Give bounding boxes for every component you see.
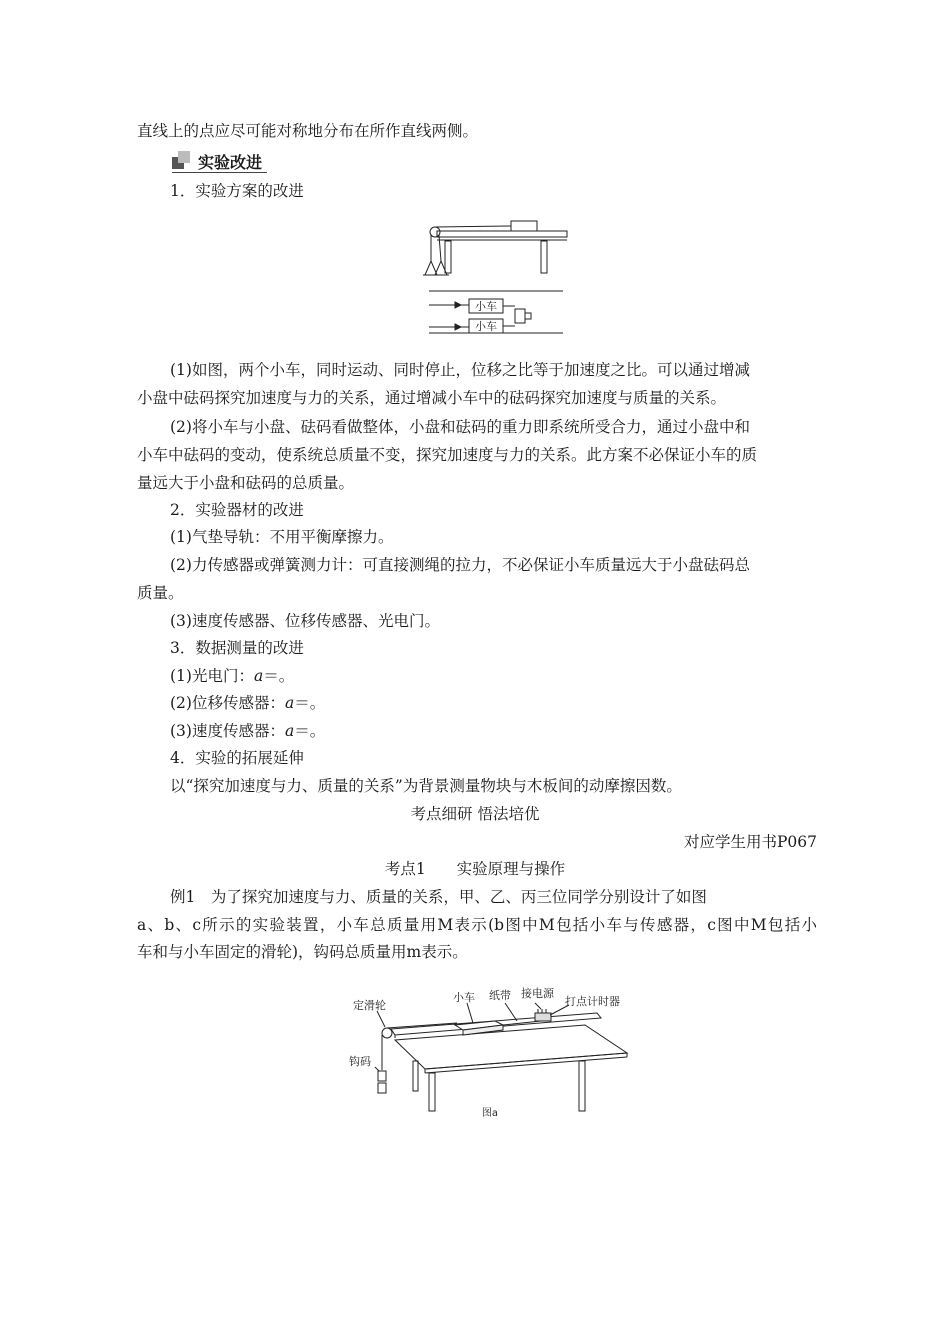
formula-line [170, 666, 850, 686]
section-underline [172, 172, 267, 173]
formula-line [170, 721, 850, 741]
formula-label: (2)位移传感器： [170, 694, 285, 712]
text-line: 2．实验器材的改进 [170, 501, 304, 519]
formula-line [170, 693, 850, 713]
text-line: 以“探究加速度与力、质量的关系”为背景测量物块与木板间的动摩擦因数。 [170, 777, 682, 795]
variable-a: a [284, 694, 295, 712]
section-banner: 考点细研 悟法培优 [410, 805, 540, 823]
label-power: 接电源 [521, 987, 554, 1000]
text-line: 4．实验的拓展延伸 [170, 749, 304, 767]
text-line: (1)气垫导轨：不用平衡摩擦力。 [170, 528, 394, 546]
section-square-icon [172, 151, 192, 171]
topic-heading: 考点1 实验原理与操作 [384, 860, 566, 878]
text-line: (2)将小车与小盘、砝码看做整体，小盘和砝码的重力即系统所受合力，通过小盘中和 [170, 418, 750, 436]
book-reference: 对应学生用书P067 [683, 833, 817, 851]
car-label-bottom: 小车 [475, 320, 497, 333]
text-line: 质量。 [137, 584, 184, 602]
text-line: 小盘中砝码探究加速度与力的关系，通过增减小车中的砝码探究加速度与质量的关系。 [137, 389, 727, 407]
text-line: 车和与小车固定的滑轮)，钩码总质量用m表示。 [137, 943, 468, 961]
text-line: (1)如图，两个小车，同时运动、同时停止，位移之比等于加速度之比。可以通过增减 [170, 361, 750, 379]
variable-a: a [284, 722, 295, 740]
section-title: 实验改进 [198, 152, 263, 172]
formula-eq: ＝。 [263, 667, 295, 685]
text-line: 例1 为了探究加速度与力、质量的关系，甲、乙、丙三位同学分别设计了如图 [170, 888, 707, 906]
section-heading [172, 150, 262, 172]
variable-a: a [253, 667, 264, 685]
label-car: 小车 [453, 991, 475, 1004]
label-weight: 钩码 [349, 1055, 371, 1068]
formula-eq: ＝。 [294, 722, 326, 740]
formula-eq: ＝。 [294, 694, 326, 712]
text-line: a、b、c所示的实验装置，小车总质量用M表示(b图中M包括小车与传感器，c图中M包括小 [137, 916, 817, 934]
text-line: (3)速度传感器、位移传感器、光电门。 [170, 612, 440, 630]
text-line: 3．数据测量的改进 [170, 639, 304, 657]
text-line: 小车中砝码的变动，使系统总质量不变，探究加速度与力的关系。此方案不必保证小车的质 [137, 446, 758, 464]
label-timer: 打点计时器 [565, 995, 620, 1008]
label-tape: 纸带 [489, 989, 511, 1002]
label-pulley: 定滑轮 [353, 999, 386, 1012]
figure-caption: 图a [481, 1108, 499, 1119]
text-line: (2)力传感器或弹簧测力计：可直接测绳的拉力，不必保证小车质量远大于小盘砝码总 [170, 556, 750, 574]
dual-cart-figure [415, 205, 575, 345]
text-line: 量远大于小盘和砝码的总质量。 [137, 474, 355, 492]
text-line: 1．实验方案的改进 [170, 182, 304, 200]
formula-label: (1)光电门： [170, 667, 254, 685]
apparatus-figure-a [345, 985, 635, 1120]
text-line: 直线上的点应尽可能对称地分布在所作直线两侧。 [137, 122, 479, 140]
car-label-top: 小车 [475, 300, 497, 313]
formula-label: (3)速度传感器： [170, 722, 285, 740]
